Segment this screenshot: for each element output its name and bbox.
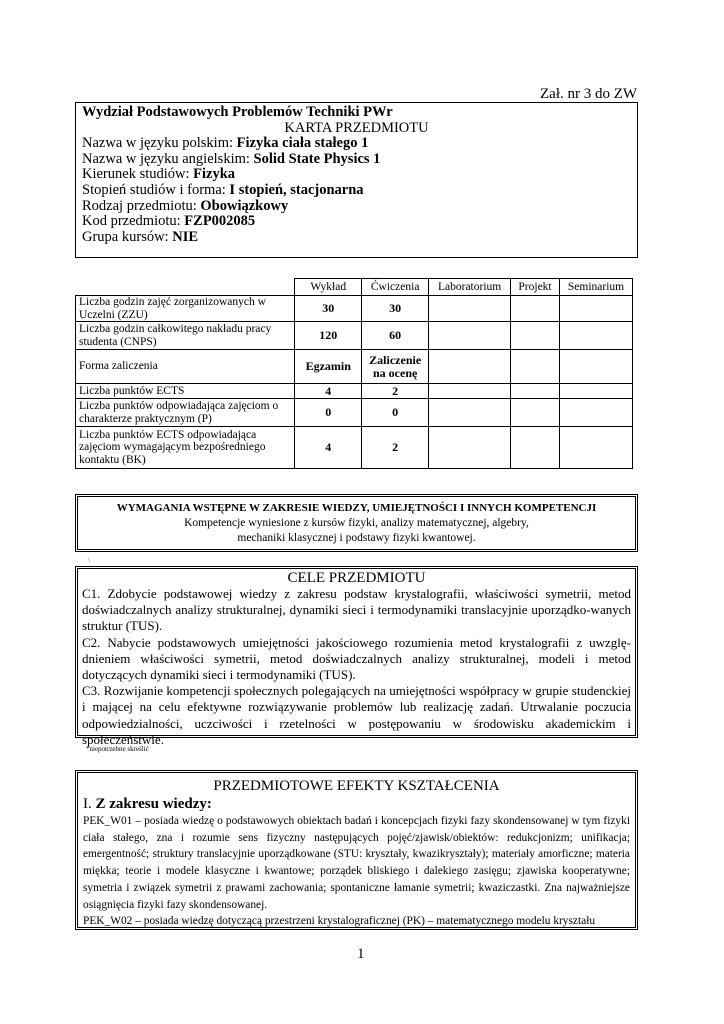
table-cell: 0 [295,399,362,427]
header-row-value: I stopień, stacjonarna [229,181,364,198]
table-row [76,350,633,384]
section-title: Z zakresu wiedzy: [95,796,212,812]
header-row [82,230,631,246]
row-label: Forma zaliczenia [76,350,295,384]
table-row [76,296,633,322]
row-label: Liczba punktów ECTS odpowiadająca zajęciom wymagającym bezpośredniego kontaktu (BK) [76,427,295,469]
header-row-value: Solid State Physics 1 [253,150,381,167]
objective-c3: C3. Rozwijanie kompetencji społecznych polegających na umiejętności współpracy w grupie studenckiej i mającej na celu efektywne rozwiązywanie problemów lub realizację zadań. Utrwalanie poczucia odpowiedzialności, uczciwości i rzetelności w postępowaniu w środowisku akademickim i społeczeństwie. [82,683,631,747]
header-row-value: NIE [172,228,199,245]
column-header: Laboratorium [429,279,511,296]
table-cell [560,384,633,399]
empty-cell [76,279,295,296]
header-row [82,214,631,230]
table-cell: 2 [362,384,429,399]
table-cell: 120 [295,322,362,350]
table-cell [560,296,633,322]
table-row [76,322,633,350]
hours-table [75,278,633,469]
table-cell [429,427,511,469]
table-cell [429,384,511,399]
row-label: Liczba punktów odpowiadająca zajęciom o charakterze praktycznym (P) [76,399,295,427]
table-cell [560,350,633,384]
annex-note: Zał. nr 3 do ZW [540,86,638,102]
table-cell [429,322,511,350]
header-row-label: Nazwa w języku polskim: [82,135,237,152]
outcomes-title: PRZEDMIOTOWE EFEKTY KSZTAŁCENIA [213,778,500,794]
header-row [82,152,631,168]
table-cell: Zaliczenie na ocenę [362,350,429,384]
row-label: Liczba godzin zajęć zorganizowanych w Uczelni (ZZU) [76,296,295,322]
table-cell: Egzamin [295,350,362,384]
table-cell [511,384,560,399]
header-row-label: Kierunek studiów: [82,166,194,183]
header-row-label: Nazwa w języku angielskim: [82,150,254,167]
stray-mark: \ [88,556,91,565]
prerequisites-box [75,494,638,552]
table-row [76,399,633,427]
header-row [82,183,631,199]
hours-table-header [76,279,633,296]
objectives-box [75,566,638,747]
course-header [75,102,638,258]
prerequisites-line-1: Kompetencje wyniesione z kursów fizyki, analizy matematycznej, algebry, [184,517,529,529]
header-row [82,136,631,152]
row-label: Liczba godzin całkowitego nakładu pracy studenta (CNPS) [76,322,295,350]
table-cell: 30 [295,296,362,322]
learning-outcomes-box [75,770,638,930]
table-cell [560,399,633,427]
table-cell [511,322,560,350]
header-rows [82,136,631,245]
section-heading [83,795,630,813]
table-cell: 4 [295,384,362,399]
objective-c2: C2. Nabycie podstawowych umiejętności jakościowego rozumienia metod krystalografii z uwzglę-dnieniem właściwości symetrii, metod doświadczalnych analizy strukturalnej, modeli i metod dotyczących dynamiki sieci i termodynamiki (TUS). [82,634,631,683]
header-row-value: Fizyka ciała stałego 1 [236,135,369,152]
table-cell [511,350,560,384]
column-header: Wykład [295,279,362,296]
objectives-title: CELE PRZEDMIOTU [287,570,426,586]
faculty-name: Wydział Podstawowych Problemów Techniki PWr [82,104,393,120]
header-row-value: Fizyka [193,166,236,183]
header-row-value: Obowiązkowy [200,197,289,214]
outcome-pek-w01: PEK_W01 – posiada wiedzę o podstawowych obiektach badań i koncepcjach fizyki fazy skondensowanej w tym fizyki ciała stałego, zna i rozumie sens fizyczny następujących pojęć/zjawisk/obiektów: redukcjonizm; unifikacja; emergentność; struktury translacyjnie uporządkowane (STU: kryształy, kwazikryształy); materiały amorficzne; materia miękka; teorie i modele klasyczne i kwantowe; porządek bliskiego i dalekiego zasięgu; zjawiska kooperatywne; symetria i związek symetrii z prawami zachowania; spontaniczne łamanie symetrii; kwaziczastki. Zna najważniejsze osiągnięcia fizyki fazy skondensowanej. [83,815,630,911]
header-row-value: FZP002085 [184,213,256,230]
header-row-label: Stopień studiów i forma: [82,181,230,198]
table-cell: 4 [295,427,362,469]
table-cell [511,399,560,427]
table-cell [429,296,511,322]
table-cell [429,399,511,427]
table-cell [511,296,560,322]
table-cell [511,427,560,469]
outcome-pek-w02: PEK_W02 – posiada wiedzę dotyczącą przestrzeni krystalograficznej (PK) – matematycznego modelu kryształu [83,915,596,928]
prerequisites-line-2: mechaniki klasycznej i podstawy fizyki kwantowej. [237,532,476,544]
column-header: Ćwiczenia [362,279,429,296]
column-header: Seminarium [560,279,633,296]
header-row-label: Grupa kursów: [82,228,173,245]
table-row [76,427,633,469]
footnote: *niepotrzebne skreślić [86,745,149,753]
header-row-label: Rodzaj przedmiotu: [82,197,201,214]
section-number: I. [83,796,96,812]
page-number: 1 [357,946,365,962]
header-row [82,199,631,215]
table-cell: 2 [362,427,429,469]
table-cell [560,322,633,350]
header-row-label: Kod przedmiotu: [82,213,185,230]
table-cell [429,350,511,384]
table-cell: 60 [362,322,429,350]
prerequisites-title: WYMAGANIA WSTĘPNE W ZAKRESIE WIEDZY, UMIEJĘTNOŚCI I INNYCH KOMPETENCJI [116,502,597,514]
header-row [82,167,631,183]
card-title: KARTA PRZEDMIOTU [284,119,429,136]
table-row [76,384,633,399]
table-cell: 30 [362,296,429,322]
table-cell [560,427,633,469]
objective-c1: C1. Zdobycie podstawowej wiedzy z zakresu podstaw krystalografii, właściwości symetrii, metod doświadczalnych analizy strukturalnej, dynamiki sieci i termodynamiki translacyjnie uporządko-wanych struktur (TUS). [82,586,631,634]
row-label: Liczba punktów ECTS [76,384,295,399]
table-cell: 0 [362,399,429,427]
column-header: Projekt [511,279,560,296]
